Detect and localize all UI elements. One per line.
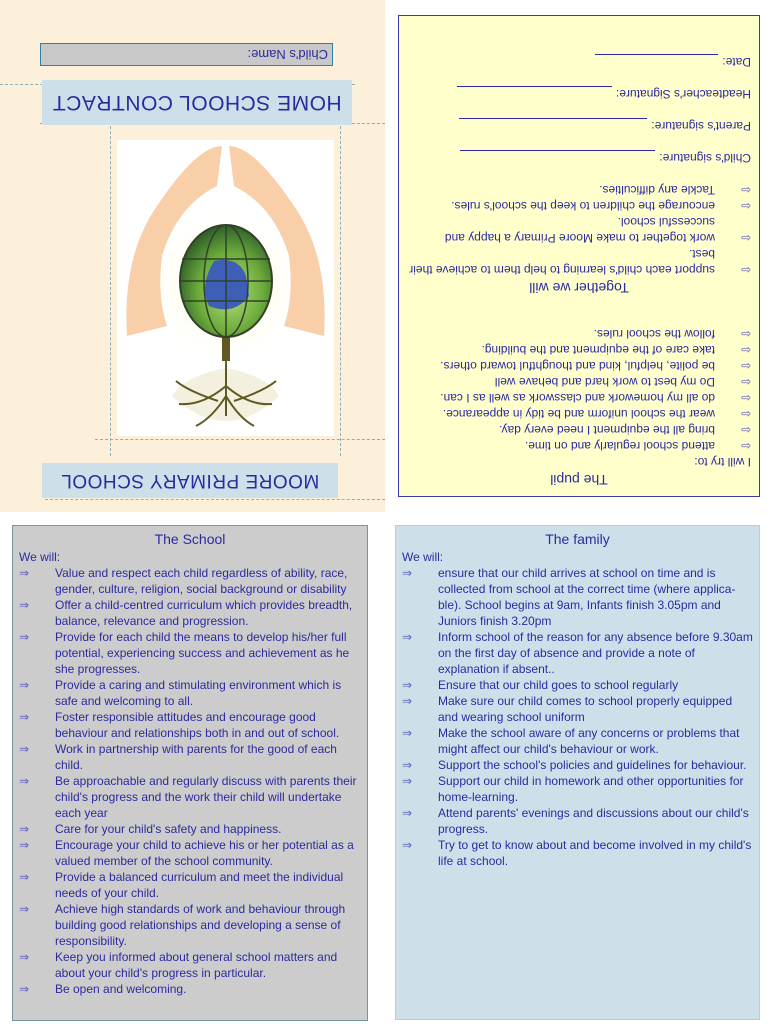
arrow-icon: ⇒ xyxy=(19,774,30,788)
list-item xyxy=(402,565,753,629)
arrow-icon: ⇦ xyxy=(740,391,751,405)
family-heading: The family xyxy=(545,531,610,547)
arrow-icon: ⇒ xyxy=(402,678,413,692)
arrow-icon: ⇦ xyxy=(740,423,751,437)
child-signature-label: Child's signature: xyxy=(659,151,751,165)
arrow-icon: ⇦ xyxy=(740,407,751,421)
list-item xyxy=(407,422,751,438)
list-item xyxy=(407,374,751,390)
arrow-icon: ⇒ xyxy=(402,630,413,644)
arrow-icon: ⇦ xyxy=(740,183,751,197)
list-item xyxy=(19,741,361,773)
date-field[interactable] xyxy=(407,54,751,70)
family-intro: We will: xyxy=(402,550,444,564)
list-item xyxy=(407,326,751,342)
guide-line xyxy=(110,116,111,456)
arrow-icon: ⇒ xyxy=(19,678,30,692)
list-item-text: Make the school aware of any concerns or problems that might affect our child's behaviour or work. xyxy=(438,726,740,756)
list-item-text: Provide a balanced curriculum and meet the individual needs of your child. xyxy=(55,870,344,900)
list-item-text: bring all the equipment I need every day. xyxy=(499,423,715,437)
list-item-text: Offer a child-centred curriculum which provides breadth, balance, relevance and progression. xyxy=(55,598,353,628)
headteacher-signature-label: Headteacher's Signature: xyxy=(615,87,751,101)
list-item xyxy=(407,342,751,358)
guide-line xyxy=(340,121,341,456)
list-item xyxy=(19,837,361,869)
list-item-text: Do my best to work hard and behave well xyxy=(494,375,715,389)
arrow-icon: ⇦ xyxy=(740,327,751,341)
signature-line[interactable] xyxy=(457,86,612,99)
cover-panel xyxy=(0,0,385,512)
arrow-icon: ⇦ xyxy=(740,375,751,389)
arrow-icon: ⇒ xyxy=(19,566,30,580)
headteacher-signature-field[interactable] xyxy=(407,86,751,102)
parent-signature-field[interactable] xyxy=(407,118,751,134)
list-item xyxy=(19,709,361,741)
list-item xyxy=(407,438,751,454)
list-item-text: Ensure that our child goes to school regularly xyxy=(438,678,679,692)
arrow-icon: ⇦ xyxy=(740,231,751,245)
list-item-text: Care for your child's safety and happiness. xyxy=(55,822,282,836)
list-item xyxy=(407,390,751,406)
list-item-text: follow the school rules. xyxy=(593,327,715,341)
list-item xyxy=(402,757,753,773)
list-item-text: do all my homework and classwork as well as I can. xyxy=(440,391,715,405)
list-item xyxy=(19,597,361,629)
list-item xyxy=(402,693,753,725)
list-item-text: wear the school uniform and be tidy in appearance. xyxy=(442,407,715,421)
arrow-icon: ⇒ xyxy=(19,982,30,996)
arrow-icon: ⇒ xyxy=(402,758,413,772)
list-item-text: Inform school of the reason for any absence before 9.30am on the first day of absence and provide a note of explanation if absent.. xyxy=(438,630,753,676)
arrow-icon: ⇦ xyxy=(740,359,751,373)
school-heading: The School xyxy=(154,531,226,547)
arrow-icon: ⇒ xyxy=(19,630,30,644)
list-item xyxy=(19,629,361,677)
list-item xyxy=(19,773,361,821)
list-item xyxy=(19,565,361,597)
family-panel xyxy=(395,525,760,1020)
list-item-text: work together to make Moore Primary a happy and successful school. xyxy=(444,215,715,245)
date-label: Date: xyxy=(722,55,751,69)
arrow-icon: ⇒ xyxy=(19,950,30,964)
arrow-icon: ⇦ xyxy=(740,199,751,213)
list-item xyxy=(407,214,751,246)
list-item xyxy=(19,981,361,997)
pupil-heading: The pupil xyxy=(550,472,608,488)
arrow-icon: ⇒ xyxy=(402,838,413,852)
parent-signature-label: Parent's signature: xyxy=(651,119,751,133)
list-item-text: Support the school's policies and guidelines for behaviour. xyxy=(438,758,747,772)
list-item-text: Make sure our child comes to school properly equipped and wearing school uniform xyxy=(438,694,733,724)
list-item-text: Value and respect each child regardless of ability, race, gender, culture, religion, social background or disability xyxy=(55,566,348,596)
signature-line[interactable] xyxy=(460,150,655,163)
list-item-text: Support our child in homework and other opportunities for home-learning. xyxy=(438,774,744,804)
date-line[interactable] xyxy=(595,54,718,67)
family-list xyxy=(402,565,753,869)
list-item xyxy=(402,629,753,677)
list-item-text: Foster responsible attitudes and encourage good behaviour and relationships both in and out of school. xyxy=(55,710,340,740)
school-list xyxy=(19,565,361,997)
childs-name-field[interactable] xyxy=(40,43,333,66)
hands-globe-tree-illustration xyxy=(117,140,334,436)
guide-line xyxy=(45,499,385,500)
arrow-icon: ⇒ xyxy=(19,902,30,916)
arrow-icon: ⇦ xyxy=(740,263,751,277)
guide-line xyxy=(95,439,385,440)
list-item-text: Encourage your child to achieve his or her potential as a valued member of the school community. xyxy=(55,838,354,868)
list-item xyxy=(402,805,753,837)
arrow-icon: ⇒ xyxy=(19,710,30,724)
list-item-text: Provide for each child the means to develop his/her full potential, experiencing success and achievement as he she progresses. xyxy=(55,630,350,676)
arrow-icon: ⇒ xyxy=(402,726,413,740)
arrow-icon: ⇒ xyxy=(19,870,30,884)
list-item xyxy=(407,358,751,374)
list-item-text: Try to get to know about and become involved in my child's life at school. xyxy=(438,838,752,868)
arrow-icon: ⇒ xyxy=(19,838,30,852)
arrow-icon: ⇒ xyxy=(19,742,30,756)
list-item xyxy=(402,773,753,805)
arrow-icon: ⇒ xyxy=(19,598,30,612)
list-item-text: be polite, helpful, kind and thoughtful toward others. xyxy=(440,359,715,373)
list-item-text: Be approachable and regularly discuss with parents their child's progress and the work their child will undertake each year xyxy=(55,774,357,820)
arrow-icon: ⇒ xyxy=(402,694,413,708)
list-item-text: Work in partnership with parents for the good of each child. xyxy=(55,742,337,772)
pupil-panel xyxy=(398,15,760,497)
list-item-text: Attend parents' evenings and discussions about our child's progress. xyxy=(438,806,749,836)
school-name-banner: MOORE PRIMARY SCHOOL xyxy=(42,463,338,498)
together-heading: Together we will xyxy=(529,280,629,296)
list-item xyxy=(402,677,753,693)
together-list xyxy=(407,182,751,278)
arrow-icon: ⇦ xyxy=(740,439,751,453)
list-item-text: Achieve high standards of work and behaviour through building good relationships and developing a sense of responsibility. xyxy=(55,902,346,948)
arrow-icon: ⇒ xyxy=(402,806,413,820)
list-item xyxy=(402,725,753,757)
list-item xyxy=(407,182,751,198)
school-panel xyxy=(12,525,368,1021)
childs-name-label: Child's Name: xyxy=(247,47,328,62)
arrow-icon: ⇒ xyxy=(19,822,30,836)
list-item-text: Keep you informed about general school matters and about your child's progress in particular. xyxy=(55,950,338,980)
list-item-text: support each child's learning to help them to achieve their best. xyxy=(409,247,715,277)
list-item xyxy=(402,837,753,869)
list-item xyxy=(19,901,361,949)
list-item-text: encourage the children to keep the school's rules. xyxy=(451,199,715,213)
list-item-text: Tackle any difficulties. xyxy=(599,183,715,197)
list-item-text: Provide a caring and stimulating environment which is safe and welcoming to all. xyxy=(55,678,342,708)
pupil-intro: I will try to: xyxy=(694,455,751,469)
list-item xyxy=(407,246,751,278)
pupil-list xyxy=(407,326,751,454)
list-item xyxy=(19,869,361,901)
list-item-text: attend school regularly and on time. xyxy=(524,439,715,453)
list-item xyxy=(407,198,751,214)
arrow-icon: ⇦ xyxy=(740,343,751,357)
list-item-text: take care of the equipment and the building. xyxy=(481,343,715,357)
child-signature-field[interactable] xyxy=(407,150,751,166)
list-item xyxy=(407,406,751,422)
signature-line[interactable] xyxy=(459,118,647,131)
list-item-text: ensure that our child arrives at school on time and is collected from school at the correct time (where applica-ble). School begins at 9am, Infants finish 3.05pm and Juniors finish 3.20pm xyxy=(438,566,736,628)
list-item xyxy=(19,949,361,981)
list-item xyxy=(19,821,361,837)
list-item-text: Be open and welcoming. xyxy=(55,982,187,996)
arrow-icon: ⇒ xyxy=(402,774,413,788)
contract-title-banner: HOME SCHOOL CONTRACT xyxy=(42,80,352,125)
list-item xyxy=(19,677,361,709)
school-intro: We will: xyxy=(19,550,61,564)
arrow-icon: ⇒ xyxy=(402,566,413,580)
